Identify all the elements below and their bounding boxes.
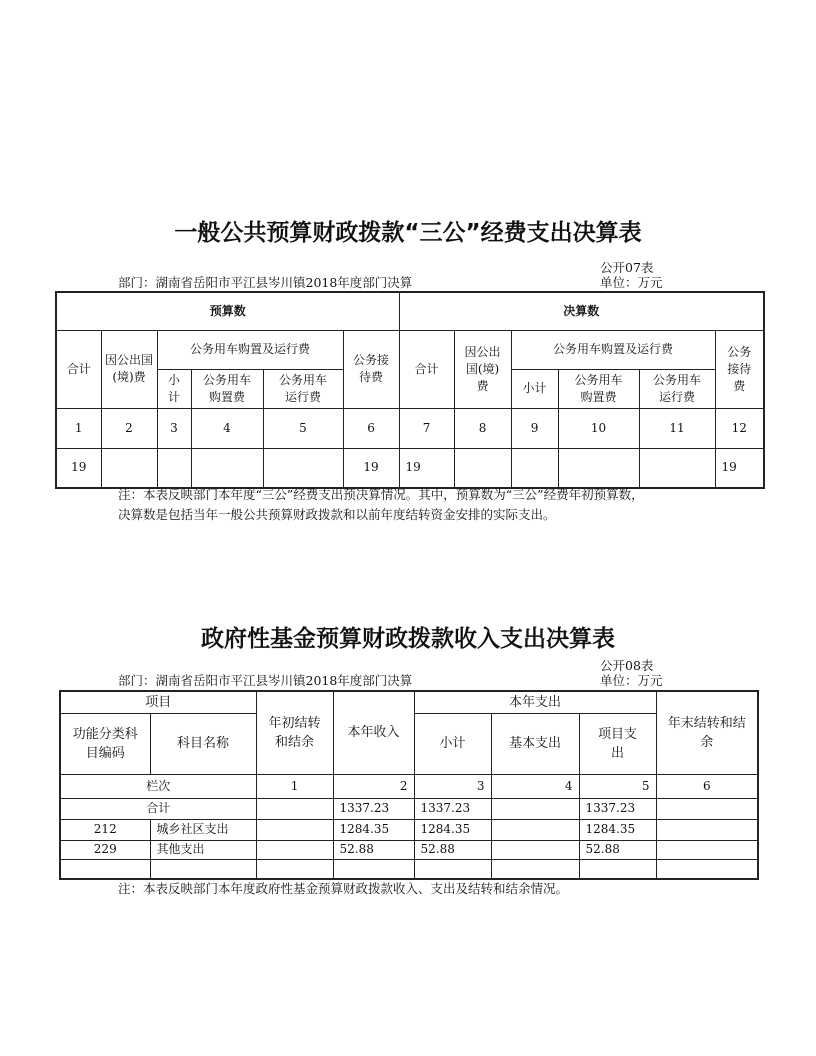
value-cell — [639, 448, 715, 488]
col-number: 6 — [656, 774, 758, 798]
value-cell — [491, 819, 579, 840]
column-number-row — [56, 408, 764, 448]
col-number: 5 — [263, 408, 343, 448]
value-cell: 1337.23 — [579, 798, 656, 819]
value-cell: 52.88 — [333, 840, 414, 859]
value-cell — [491, 798, 579, 819]
empty-cell — [656, 859, 758, 879]
table-row — [56, 448, 764, 488]
total-label: 合计 — [60, 798, 256, 819]
col-number: 3 — [157, 408, 191, 448]
header-car: 公务用车购置及运行费 — [157, 330, 343, 369]
value-cell — [511, 448, 558, 488]
empty-cell — [60, 859, 150, 879]
table-row — [60, 840, 758, 859]
value-cell — [558, 448, 639, 488]
header-car-run: 公务用车运行费 — [263, 369, 343, 408]
header-reception: 公务接待费 — [343, 330, 399, 408]
value-cell — [256, 819, 333, 840]
value-cell: 1337.23 — [414, 798, 491, 819]
header-subtotal: 小计 — [157, 369, 191, 408]
table08-unit: 单位：万元 — [600, 673, 663, 688]
header-car: 公务用车购置及运行费 — [511, 330, 715, 369]
col-number: 3 — [414, 774, 491, 798]
value-cell — [101, 448, 157, 488]
col-number: 2 — [333, 774, 414, 798]
value-cell: 19 — [56, 448, 101, 488]
header-basic: 基本支出 — [491, 713, 579, 774]
value-cell: 52.88 — [414, 840, 491, 859]
value-cell: 19 — [399, 448, 454, 488]
header-subtotal: 小计 — [414, 713, 491, 774]
empty-cell — [333, 859, 414, 879]
value-cell — [656, 798, 758, 819]
header-subtotal: 小计 — [511, 369, 558, 408]
empty-cell — [414, 859, 491, 879]
empty-cell — [150, 859, 256, 879]
value-cell — [157, 448, 191, 488]
column-number-row — [60, 774, 758, 798]
col-number: 9 — [511, 408, 558, 448]
table-row — [60, 819, 758, 840]
col-number: 5 — [579, 774, 656, 798]
header-name: 科目名称 — [150, 713, 256, 774]
final-group-header: 决算数 — [399, 292, 764, 330]
table07-note-line1: 注：本表反映部门本年度“三公”经费支出预决算情况。其中，预算数为“三公”经费年初预算数， — [118, 487, 644, 502]
value-cell: 19 — [343, 448, 399, 488]
header-code: 功能分类科目编码 — [60, 713, 150, 774]
table07-unit: 单位：万元 — [600, 275, 663, 290]
value-cell — [263, 448, 343, 488]
table07-code: 公开07表 — [600, 260, 654, 275]
table08-note: 注：本表反映部门本年度政府性基金预算财政拨款收入、支出及结转和结余情况。 — [118, 881, 569, 896]
code-cell: 229 — [60, 840, 150, 859]
col-number: 2 — [101, 408, 157, 448]
empty-cell — [491, 859, 579, 879]
header-abroad: 因公出国(境)费 — [101, 330, 157, 408]
name-cell: 其他支出 — [150, 840, 256, 859]
total-row — [60, 798, 758, 819]
three-public-expenses-table — [55, 291, 765, 489]
table07-title: 一般公共预算财政拨款“三公”经费支出决算表 — [174, 220, 642, 246]
value-cell — [256, 798, 333, 819]
header-car-buy: 公务用车购置费 — [558, 369, 639, 408]
value-cell — [656, 840, 758, 859]
value-cell — [454, 448, 511, 488]
value-cell — [491, 840, 579, 859]
header-end-balance: 年末结转和结余 — [656, 691, 758, 774]
col-number: 4 — [491, 774, 579, 798]
government-fund-table — [59, 690, 759, 880]
empty-cell — [579, 859, 656, 879]
value-cell — [191, 448, 263, 488]
col-number: 1 — [56, 408, 101, 448]
header-income: 本年收入 — [333, 691, 414, 774]
empty-row — [60, 859, 758, 879]
table08-dept: 部门：湖南省岳阳市平江县岑川镇2018年度部门决算 — [118, 673, 413, 688]
header-project: 项目支出 — [579, 713, 656, 774]
header-abroad: 因公出国(境)费 — [454, 330, 511, 408]
table07-note-line2: 决算数是包括当年一般公共预算财政拨款和以前年度结转资金安排的实际支出。 — [118, 507, 556, 522]
col-number: 7 — [399, 408, 454, 448]
col-number: 10 — [558, 408, 639, 448]
header-total: 合计 — [399, 330, 454, 408]
header-car-run: 公务用车运行费 — [639, 369, 715, 408]
col-number: 11 — [639, 408, 715, 448]
code-cell: 212 — [60, 819, 150, 840]
header-item: 项目 — [60, 691, 256, 713]
header-total: 合计 — [56, 330, 101, 408]
value-cell — [256, 840, 333, 859]
header-reception: 公务接待费 — [715, 330, 764, 408]
header-expense: 本年支出 — [414, 691, 656, 713]
value-cell: 1284.35 — [579, 819, 656, 840]
col-number: 1 — [256, 774, 333, 798]
header-car-buy: 公务用车购置费 — [191, 369, 263, 408]
col-number: 12 — [715, 408, 764, 448]
value-cell — [656, 819, 758, 840]
table07-dept: 部门：湖南省岳阳市平江县岑川镇2018年度部门决算 — [118, 275, 413, 290]
value-cell: 19 — [715, 448, 764, 488]
table08-title: 政府性基金预算财政拨款收入支出决算表 — [201, 626, 615, 652]
budget-group-header: 预算数 — [56, 292, 399, 330]
header-begin-balance: 年初结转和结余 — [256, 691, 333, 774]
table08-code: 公开08表 — [600, 658, 654, 673]
col-number: 8 — [454, 408, 511, 448]
col-label: 栏次 — [60, 774, 256, 798]
col-number: 6 — [343, 408, 399, 448]
value-cell: 1284.35 — [414, 819, 491, 840]
value-cell: 1337.23 — [333, 798, 414, 819]
col-number: 4 — [191, 408, 263, 448]
name-cell: 城乡社区支出 — [150, 819, 256, 840]
value-cell: 52.88 — [579, 840, 656, 859]
empty-cell — [256, 859, 333, 879]
value-cell: 1284.35 — [333, 819, 414, 840]
